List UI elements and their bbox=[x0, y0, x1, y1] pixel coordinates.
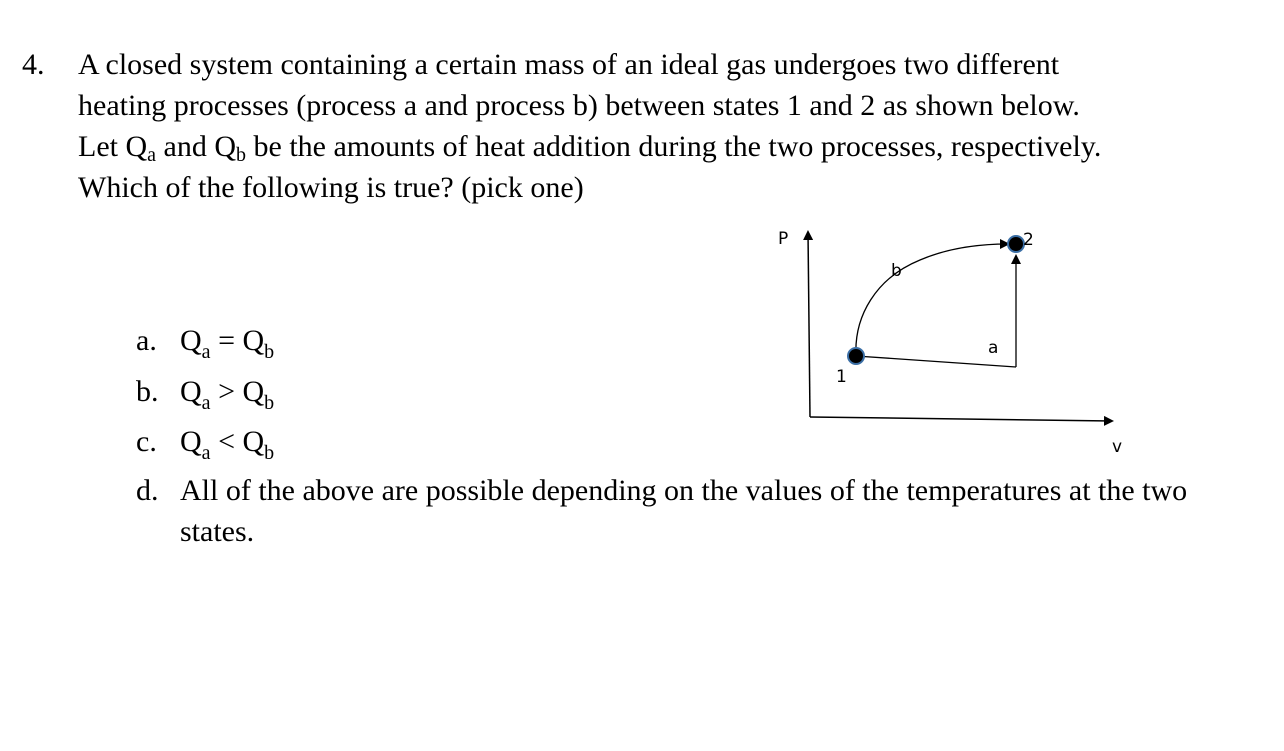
y-axis-label: P bbox=[778, 229, 789, 249]
question-text bbox=[78, 44, 1218, 208]
question-number: 4. bbox=[22, 48, 45, 81]
line-3-rest: the amounts of heat addition during the two processes, respectively. bbox=[289, 130, 1102, 163]
subscript-b: b bbox=[264, 442, 275, 464]
option-a-letter: a. bbox=[136, 324, 157, 357]
state-1-label: 1 bbox=[836, 367, 847, 387]
subscript-a: a bbox=[201, 442, 211, 464]
subscript-a: a bbox=[147, 144, 157, 166]
operator-equals: = bbox=[210, 324, 243, 357]
subscript-b: b bbox=[264, 392, 275, 414]
question-line-3 bbox=[78, 126, 1218, 167]
pv-diagram bbox=[770, 220, 1140, 460]
y-axis bbox=[808, 232, 810, 417]
option-d-text: All of the above are possible depending on the values of the temperatures at the two states. bbox=[180, 474, 1188, 548]
subscript-a: a bbox=[201, 392, 211, 414]
x-axis-label: v bbox=[1112, 437, 1123, 457]
option-c-expression bbox=[180, 421, 274, 462]
q-symbol: Q bbox=[242, 375, 265, 408]
option-c-letter: c. bbox=[136, 425, 157, 458]
operator-less: < bbox=[210, 425, 243, 458]
and-q-text: and Q bbox=[156, 130, 237, 163]
q-symbol: Q bbox=[180, 425, 202, 458]
subscript-b: b bbox=[236, 144, 247, 166]
operator-greater: > bbox=[210, 375, 243, 408]
option-b-letter: b. bbox=[136, 375, 159, 408]
state-2-point bbox=[1008, 236, 1024, 252]
state-1-point bbox=[848, 348, 864, 364]
x-axis bbox=[810, 417, 1112, 421]
option-d-letter: d. bbox=[136, 474, 159, 507]
q-symbol: Q bbox=[242, 324, 265, 357]
state-2-label: 2 bbox=[1023, 230, 1034, 250]
process-b-curve bbox=[856, 244, 1008, 356]
let-q-text: Let Q bbox=[78, 130, 148, 163]
q-symbol: Q bbox=[180, 324, 202, 357]
question-line-4: Which of the following is true? (pick one) bbox=[78, 171, 584, 204]
q-symbol: Q bbox=[180, 375, 202, 408]
be-text: be bbox=[246, 130, 290, 163]
option-a-expression bbox=[180, 320, 274, 361]
question-line-1: A closed system containing a certain mass of an ideal gas undergoes two different bbox=[78, 48, 1060, 81]
subscript-b: b bbox=[264, 341, 275, 363]
pv-diagram-svg bbox=[770, 220, 1140, 460]
process-a-label: a bbox=[988, 338, 999, 358]
option-b-expression bbox=[180, 371, 274, 412]
subscript-a: a bbox=[201, 341, 211, 363]
process-b-label: b bbox=[891, 261, 902, 281]
q-symbol: Q bbox=[242, 425, 265, 458]
question-line-2: heating processes (process a and process b) between states 1 and 2 as shown below. bbox=[78, 89, 1080, 122]
